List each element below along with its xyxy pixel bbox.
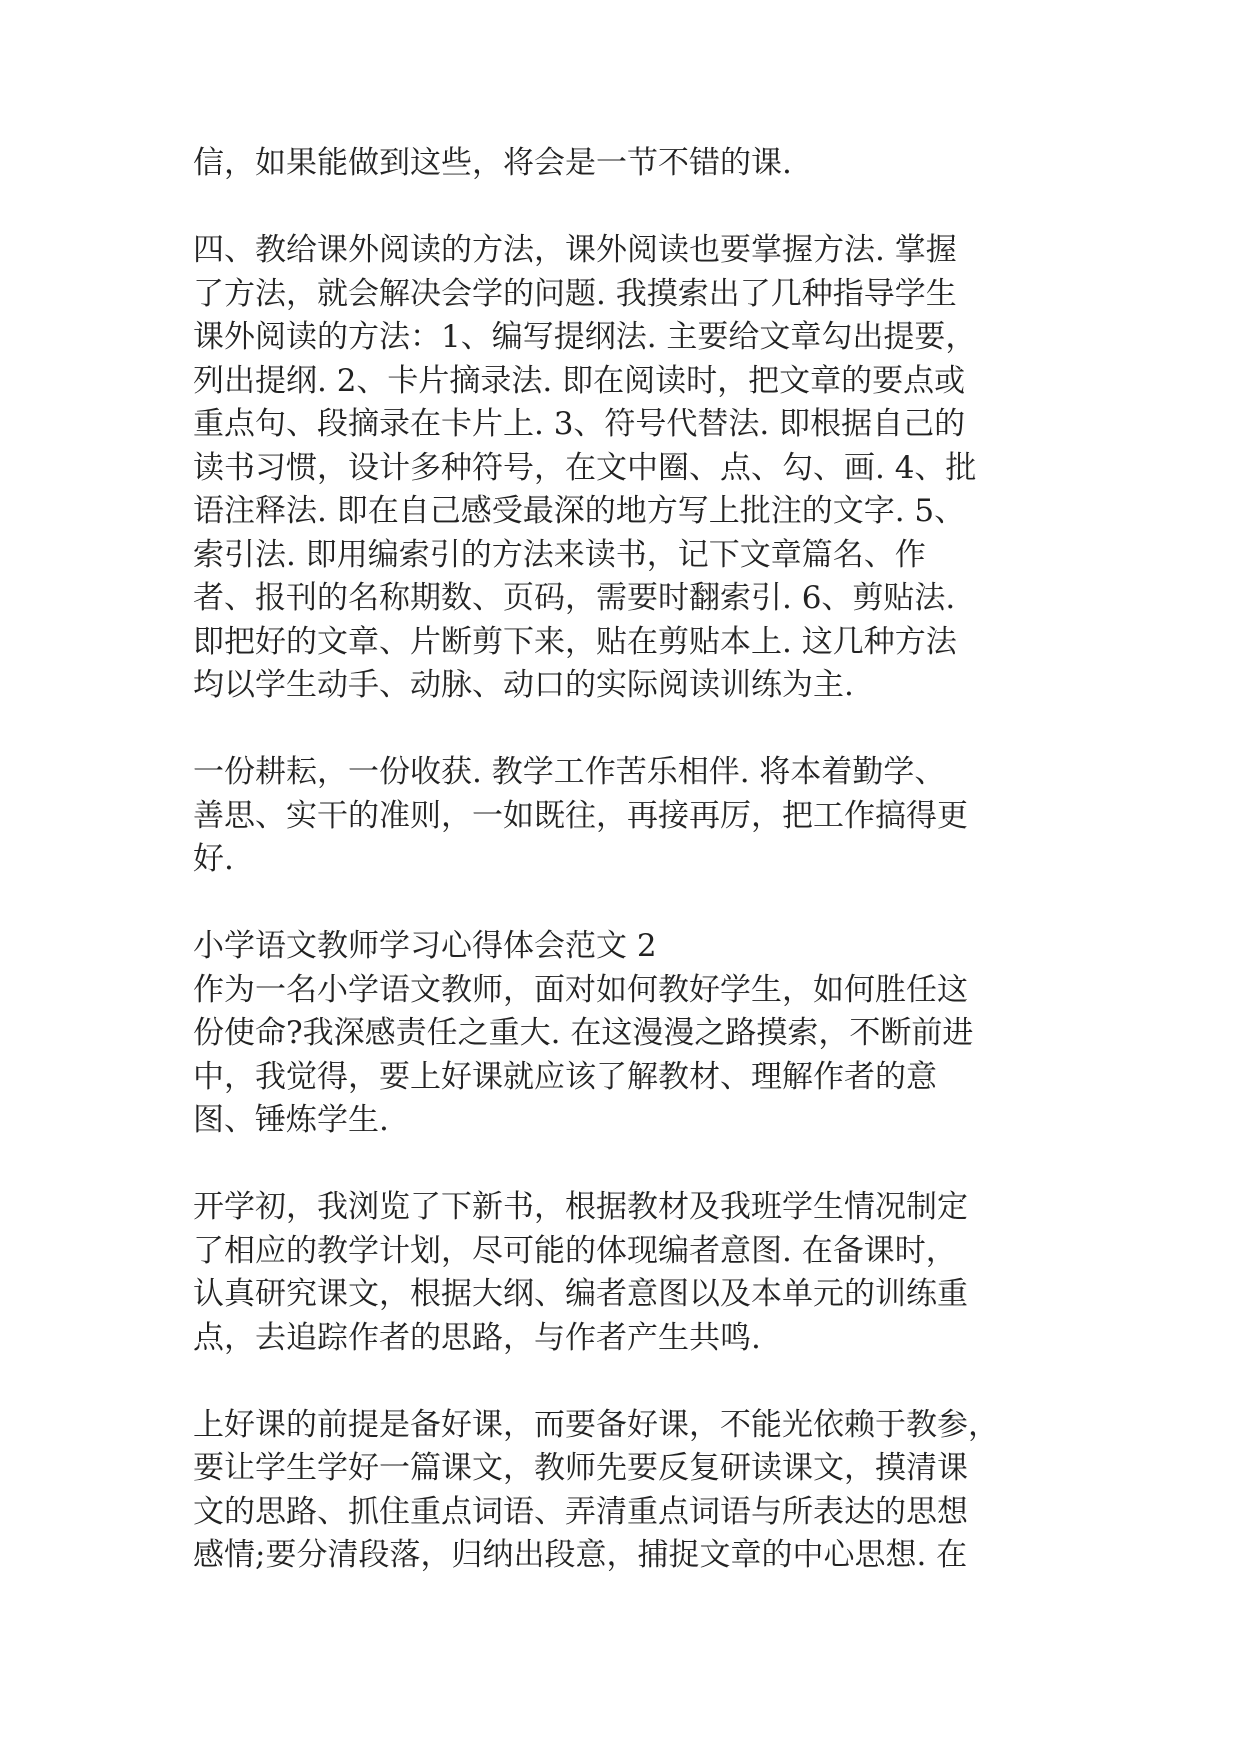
text-line: 索引法. 即用编索引的方法来读书，记下文章篇名、作 [193,536,926,573]
paragraph-gap [193,186,1053,230]
text-line: 认真研究课文，根据大纲、编者意图以及本单元的训练重 [193,1276,968,1312]
text-line: 信，如果能做到这些，将会是一节不错的课. [193,145,792,181]
text-line: 中，我觉得，要上好课就应该了解教材、理解作者的意 [193,1058,937,1095]
text-line: 重点句、段摘录在卡片上. 3、符号代替法. 即根据自己的 [193,406,966,442]
text-line: 一份耕耘，一份收获. 教学工作苦乐相伴. 将本着勤学、 [193,754,946,790]
text-line: 文的思路、抓住重点词语、弄清重点词语与所表达的思想 [193,1493,968,1530]
text-line: 份使命?我深感责任之重大. 在这漫漫之路摸索，不断前进 [193,1015,974,1051]
paragraph-gap [193,708,1053,752]
text-line: 了相应的教学计划，尽可能的体现编者意图. 在备课时， [193,1232,957,1269]
text-line: 列出提纲. 2、卡片摘录法. 即在阅读时，把文章的要点或 [193,362,966,399]
text-line: 善思、实干的准则，一如既往，再接再厉，把工作搞得更 [193,797,968,834]
paragraph [193,751,1053,882]
paragraph [193,142,1053,186]
text-line: 开学初，我浏览了下新书，根据教材及我班学生情况制定 [193,1189,968,1225]
paragraph-gap [193,1143,1053,1187]
text-line: 点，去追踪作者的思路，与作者产生共鸣. [193,1319,761,1356]
document-body [193,142,1053,1578]
section-heading: 小学语文教师学习心得体会范文 2 [193,928,657,964]
text-line: 上好课的前提是备好课，而要备好课，不能光依赖于教参， [193,1406,999,1443]
text-line: 要让学生学好一篇课文，教师先要反复研读课文，摸清课 [193,1450,968,1486]
text-line: 读书习惯，设计多种符号，在文中圈、点、勾、画. 4、批 [193,449,977,486]
text-line: 课外阅读的方法：1、编写提纲法. 主要给文章勾出提要， [193,319,977,355]
paragraph [193,1404,1053,1578]
paragraph-gap [193,882,1053,926]
text-line: 作为一名小学语文教师，面对如何教好学生，如何胜任这 [193,971,968,1008]
text-line: 好. [193,841,234,877]
paragraph-gap [193,1360,1053,1404]
text-line: 即把好的文章、片断剪下来，贴在剪贴本上. 这几种方法 [193,623,957,660]
text-line: 者、报刊的名称期数、页码，需要时翻索引. 6、剪贴法. [193,580,956,616]
text-line: 四、教给课外阅读的方法，课外阅读也要掌握方法. 掌握 [193,232,957,268]
text-line: 感情;要分清段落，归纳出段意，捕捉文章的中心思想. 在 [193,1537,968,1573]
paragraph [193,1186,1053,1360]
text-line: 图、锤炼学生. [193,1102,389,1138]
text-line: 语注释法. 即在自己感受最深的地方写上批注的文字. 5、 [193,493,966,529]
paragraph [193,229,1053,708]
text-line: 均以学生动手、动脉、动口的实际阅读训练为主. [193,667,854,703]
text-line: 了方法，就会解决会学的问题. 我摸索出了几种指导学生 [193,275,957,312]
paragraph [193,925,1053,1143]
